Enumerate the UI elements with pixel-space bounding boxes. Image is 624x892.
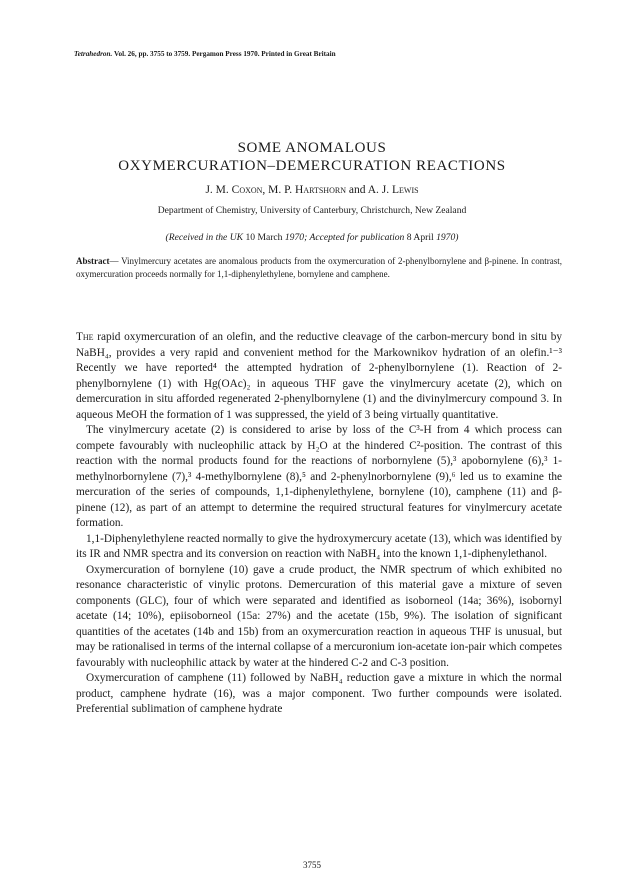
abstract-label: Abstract — [76, 256, 110, 266]
author-2-surname: artshorn — [303, 184, 346, 196]
paragraph-2: The vinylmercury acetate (2) is considered to arise by loss of the C³-H from 4 which process can compete favourably with nucleophilic attack by H₂O at the hindered C²-position. The contrast of this reaction with the normal products found for the reactions of norbornylene (5),³ apobornylene (6),³ 1-methylnorbornylene (7),³ 4-methylbornylene (8),⁵ and 2-phenylnorbornylene (9),⁶ led us to examine the mercuration of the series of compounds, 1,1-diphenylethylene, bornylene (10), camphene (11) and β-pinene (12), as part of an attempt to determine the required structural features for vinylmercury acetate formation. — [76, 424, 562, 529]
body-text — [76, 330, 562, 718]
author-3-initial: and A. J. L — [345, 184, 399, 196]
journal-name: Tetrahedron. — [74, 50, 113, 58]
paragraph-3: 1,1-Diphenylethylene reacted normally to give the hydroxymercury acetate (13), which was identified by its IR and NMR spectra and its conversion on reaction with NaBH₄ into the known 1,1-diphenylethanol. — [76, 532, 562, 560]
abstract-text: — Vinylmercury acetates are anomalous products from the oxymercuration of 2-phenylbornylene and β-pinene. In contrast, oxymercuration proceeds normally for 1,1-diphenylethylene, bornylene and camphene. — [76, 256, 562, 279]
paragraph-1: The rapid oxymercuration of an olefin, and the reductive cleavage of the carbon-mercury bond in situ by NaBH₄, provides a very rapid and convenient method for the Markownikov hydration of an olefin.¹⁻³ Recently we have reported⁴ the attempted hydration of 2-phenylbornylene (1). Reaction of 2-phenylbornylene (1) with Hg(OAc)₂ in aqueous THF gave the vinylmercury acetate (2), which on demercuration in situ afforded regenerated 2-phenylbornylene (1) and the divinylmercury compound 3. In aqueous MeOH the formation of 1 was suppressed, the yield of 3 being virtually quantitative. — [76, 331, 562, 421]
paragraph-4: Oxymercuration of bornylene (10) gave a crude product, the NMR spectrum of which exhibited no resonance characteristic of vinylic protons. Demercuration of this material gave a mixture of seven components (GLC), four of which were separated and identified as isoborneol (14a; 36%), isobornyl acetate (14; 10%), epiisoborneol (15a: 27%) and the acetate (15b, 9%). The isolation of significant quantities of the acetates (14b and 15b) from an oxymercuration reaction in aqueous THF is unusual, but may be rationalised in terms of the internal collapse of a mercuronium ion-acetate ion-pair which competes favourably with nucleophilic attack by water at the hindered C-2 and C-3 position. — [76, 563, 562, 669]
paragraph-5: Oxymercuration of camphene (11) followed by NaBH₄ reduction gave a mixture in which the normal product, camphene hydrate (16), was a major component. Two further compounds were isolated. Preferential sublimation of camphene hydrate — [76, 672, 562, 715]
journal-details: Vol. 26, pp. 3755 to 3759. Pergamon Press 1970. Printed in Great Britain — [113, 50, 336, 58]
author-1-surname: oxon — [239, 184, 263, 196]
abstract — [76, 255, 562, 281]
author-3-surname: ewis — [399, 184, 419, 196]
title-line-1: SOME ANOMALOUS — [237, 140, 387, 156]
journal-header — [74, 50, 336, 58]
author-1-initial: J. M. C — [205, 184, 240, 196]
affiliation: Department of Chemistry, University of Canterbury, Christchurch, New Zealand — [157, 205, 467, 216]
page-number: 3755 — [303, 860, 321, 870]
author-list — [0, 184, 624, 196]
received-dates: (Received in the UK 10 March 1970; Accepted for publication 8 April 1970) — [165, 232, 459, 243]
title-line-2: OXYMERCURATION–DEMERCURATION REACTIONS — [118, 158, 506, 174]
author-2-initial: , M. P. H — [262, 184, 304, 196]
